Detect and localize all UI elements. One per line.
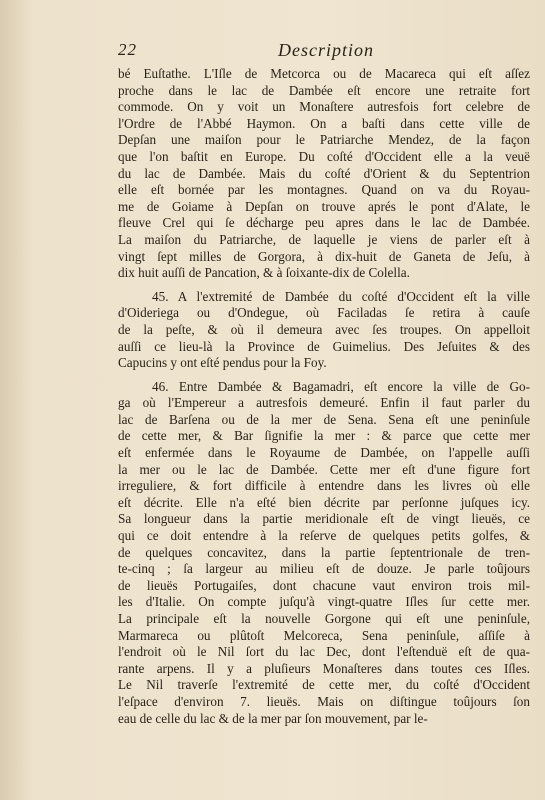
paragraph-gap [118, 372, 530, 379]
page-number: 22 [118, 40, 137, 59]
text-line: 46. Entre Dambée & Bagamadri, eſt encore la ville de Go- [152, 378, 530, 394]
paragraph [118, 289, 530, 372]
page-header [118, 40, 528, 64]
paragraph-gap [118, 282, 530, 289]
text-line: de quelques concavitez, dans la partie ſeptentrionale de tren- [118, 544, 530, 560]
text-line: me de Goiame à Depſan on trouve aprés le pont d'Alate, le [118, 198, 530, 214]
text-line: l'Ordre de l'Abbé Haymon. On a baſti dans cette ville de [118, 115, 530, 131]
text-line: que l'on baſtit en Europe. Du coſté d'Occident elle a la veuë [118, 148, 530, 164]
text-line: eſt enfermée dans le Royaume de Dambée, on l'appelle auſſi [118, 445, 530, 461]
running-title: Description [278, 40, 374, 60]
text-line: fleuve Crel qui ſe décharge peu apres dans le lac de Dambée. [118, 215, 530, 231]
text-line: de lieuës Portugaiſes, dont chacune vaut environ trois mil- [118, 577, 530, 593]
text-line: irreguliere, & fort difficile à entendre dans les livres où elle [118, 478, 530, 494]
text-line: La principale eſt la nouvelle Gorgone qui eſt une peninſule, [118, 611, 530, 626]
text-line: Depſan une maiſon pour le Patriarche Mendez, de la façon [118, 132, 530, 148]
body-text [118, 66, 530, 727]
text-line: eau de celle du lac & de la mer par ſon mouvement, par le- [118, 710, 428, 726]
text-line: La maiſon du Patriarche, de laquelle je viens de parler eſt à [118, 231, 530, 247]
text-line: auſſi ce lieu-là la Province de Guimelius. Des Jeſuites & des [118, 338, 530, 354]
text-line: Sa longueur dans la partie meridionale eſt de vingt lieuës, ce [118, 511, 530, 527]
text-line: la mer ou le lac de Dambée. Cette mer eſt d'une figure fort [118, 461, 530, 477]
text-line: l'endroit où le Nil ſort du lac Dec, dont l'eſtenduë eſt de qua- [118, 644, 530, 660]
text-line: elle eſt bornée par les montagnes. Quand on va du Royau- [118, 182, 530, 198]
text-line: lac de Barſena ou de la mer de Sena. Sena eſt une peninſule [118, 411, 530, 427]
text-line: rante arpens. Il y a pluſieurs Monaſteres dans toutes ces Iſles. [118, 660, 530, 676]
text-line: les d'Italie. On compte juſqu'à vingt-quatre Iſles ſur cette mer. [118, 594, 530, 610]
paragraph [118, 66, 530, 282]
text-line: dix huit auſſi de Pancation, & à ſoixante-dix de Colella. [118, 265, 410, 281]
text-line: Capucins y ont eſté pendus pour la Foy. [118, 355, 327, 371]
text-line: commode. On y voit un Monaſtere autresfois fort celebre de [118, 99, 530, 115]
text-line: ga où l'Empereur a autresfois demeuré. Enfin il faut parler du [118, 395, 530, 411]
text-line: Marmareca ou plûtoſt Melcoreca, Sena peninſule, aſſiſe à [118, 627, 530, 643]
text-line: eſt décrite. Elle n'a eſté bien décrite par perſonne juſques icy. [118, 494, 530, 510]
text-line: d'Oideriega ou d'Ondegue, où Faciladas ſe retira à cauſe [118, 305, 530, 321]
text-line: vingt ſept milles de Gorgora, à dix-huit de Ganeta de Jeſu, à [118, 248, 530, 264]
text-line: de cette mer, & Bar ſignifie la mer : & parce que cette mer [118, 428, 530, 444]
text-line: qui ce doit entendre à la reſerve de quelques petits golfes, & [118, 528, 530, 544]
text-line: bé Euſtathe. L'Iſle de Metcorca ou de Macareca qui eſt aſſez [118, 66, 530, 81]
text-line: du lac de Dambée. Mais du coſté d'Orient & du Septentrion [118, 165, 530, 181]
text-line: 45. A l'extremité de Dambée du coſté d'Occident eſt la ville [152, 288, 530, 304]
text-line: de la peſte, & où il demeura avec ſes troupes. On appelloit [118, 321, 530, 337]
text-line: te-cinq ; ſa largeur au milieu eſt de douze. Je parle toûjours [118, 561, 530, 577]
paragraph [118, 379, 530, 727]
text-line: proche dans le lac de Dambée eſt encore une retraite fort [118, 82, 530, 98]
text-line: l'eſpace d'environ 7. lieuës. Mais on diſtingue toûjours ſon [118, 693, 530, 709]
text-line: Le Nil traverſe l'extremité de cette mer, du coſté d'Occident [118, 677, 530, 693]
